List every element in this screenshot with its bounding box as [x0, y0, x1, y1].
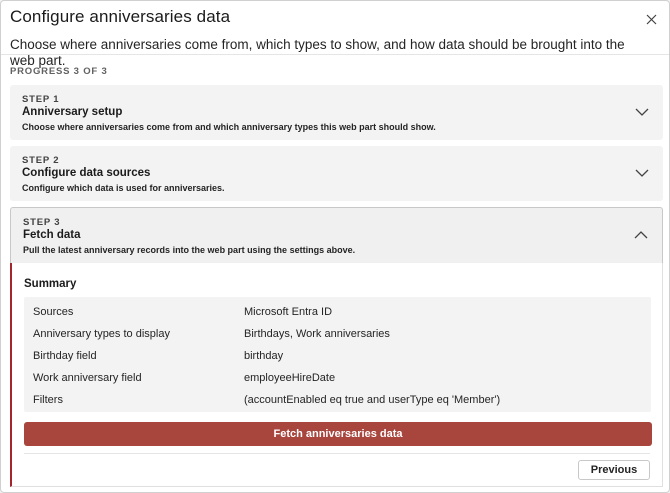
step-number: STEP 3	[23, 217, 61, 228]
step-3-panel	[10, 263, 663, 487]
summary-key: Anniversary types to display	[33, 328, 170, 340]
step-2-header[interactable]	[10, 146, 663, 201]
summary-value: employeeHireDate	[244, 372, 336, 384]
progress-label: PROGRESS 3 OF 3	[10, 66, 108, 77]
dialog-header	[10, 7, 629, 69]
summary-value: Birthdays, Work anniversaries	[244, 328, 390, 340]
dialog-subtitle: Choose where anniversaries come from, which types to show, and how data should be brought into the web part.	[10, 37, 625, 68]
step-description: Configure which data is used for anniversaries.	[22, 183, 225, 193]
summary-key: Filters	[33, 394, 63, 406]
chevron-down-icon[interactable]	[635, 168, 649, 178]
header-divider	[1, 54, 669, 55]
summary-row	[24, 302, 651, 324]
summary-row	[24, 368, 651, 390]
summary-key: Sources	[33, 306, 74, 318]
summary-key: Birthday field	[33, 350, 97, 362]
fetch-anniversaries-button[interactable]: Fetch anniversaries data	[24, 422, 652, 446]
step-3-header[interactable]	[10, 207, 663, 263]
step-name: Configure data sources	[22, 167, 151, 179]
summary-row	[24, 390, 651, 412]
previous-button[interactable]: Previous	[578, 460, 650, 480]
close-button[interactable]	[643, 11, 659, 27]
step-number: STEP 1	[22, 94, 60, 105]
summary-title: Summary	[24, 278, 77, 290]
close-icon	[646, 14, 657, 25]
step-1-header[interactable]	[10, 85, 663, 140]
step-number: STEP 2	[22, 155, 60, 166]
summary-key: Work anniversary field	[33, 372, 142, 384]
chevron-up-icon[interactable]	[634, 230, 648, 240]
summary-value: birthday	[244, 350, 284, 362]
summary-value: Microsoft Entra ID	[244, 306, 333, 318]
dialog-title: Configure anniversaries data	[10, 7, 231, 26]
summary-row	[24, 324, 651, 346]
step-description: Choose where anniversaries come from and which anniversary types this web part should show.	[22, 122, 436, 132]
footer-divider	[24, 453, 650, 454]
summary-row	[24, 346, 651, 368]
step-name: Anniversary setup	[22, 106, 123, 118]
summary-value: (accountEnabled eq true and userType eq 'Member')	[244, 394, 501, 406]
chevron-down-icon[interactable]	[635, 107, 649, 117]
step-name: Fetch data	[23, 229, 81, 241]
step-description: Pull the latest anniversary records into the web part using the settings above.	[23, 245, 356, 255]
summary-table	[24, 297, 651, 412]
